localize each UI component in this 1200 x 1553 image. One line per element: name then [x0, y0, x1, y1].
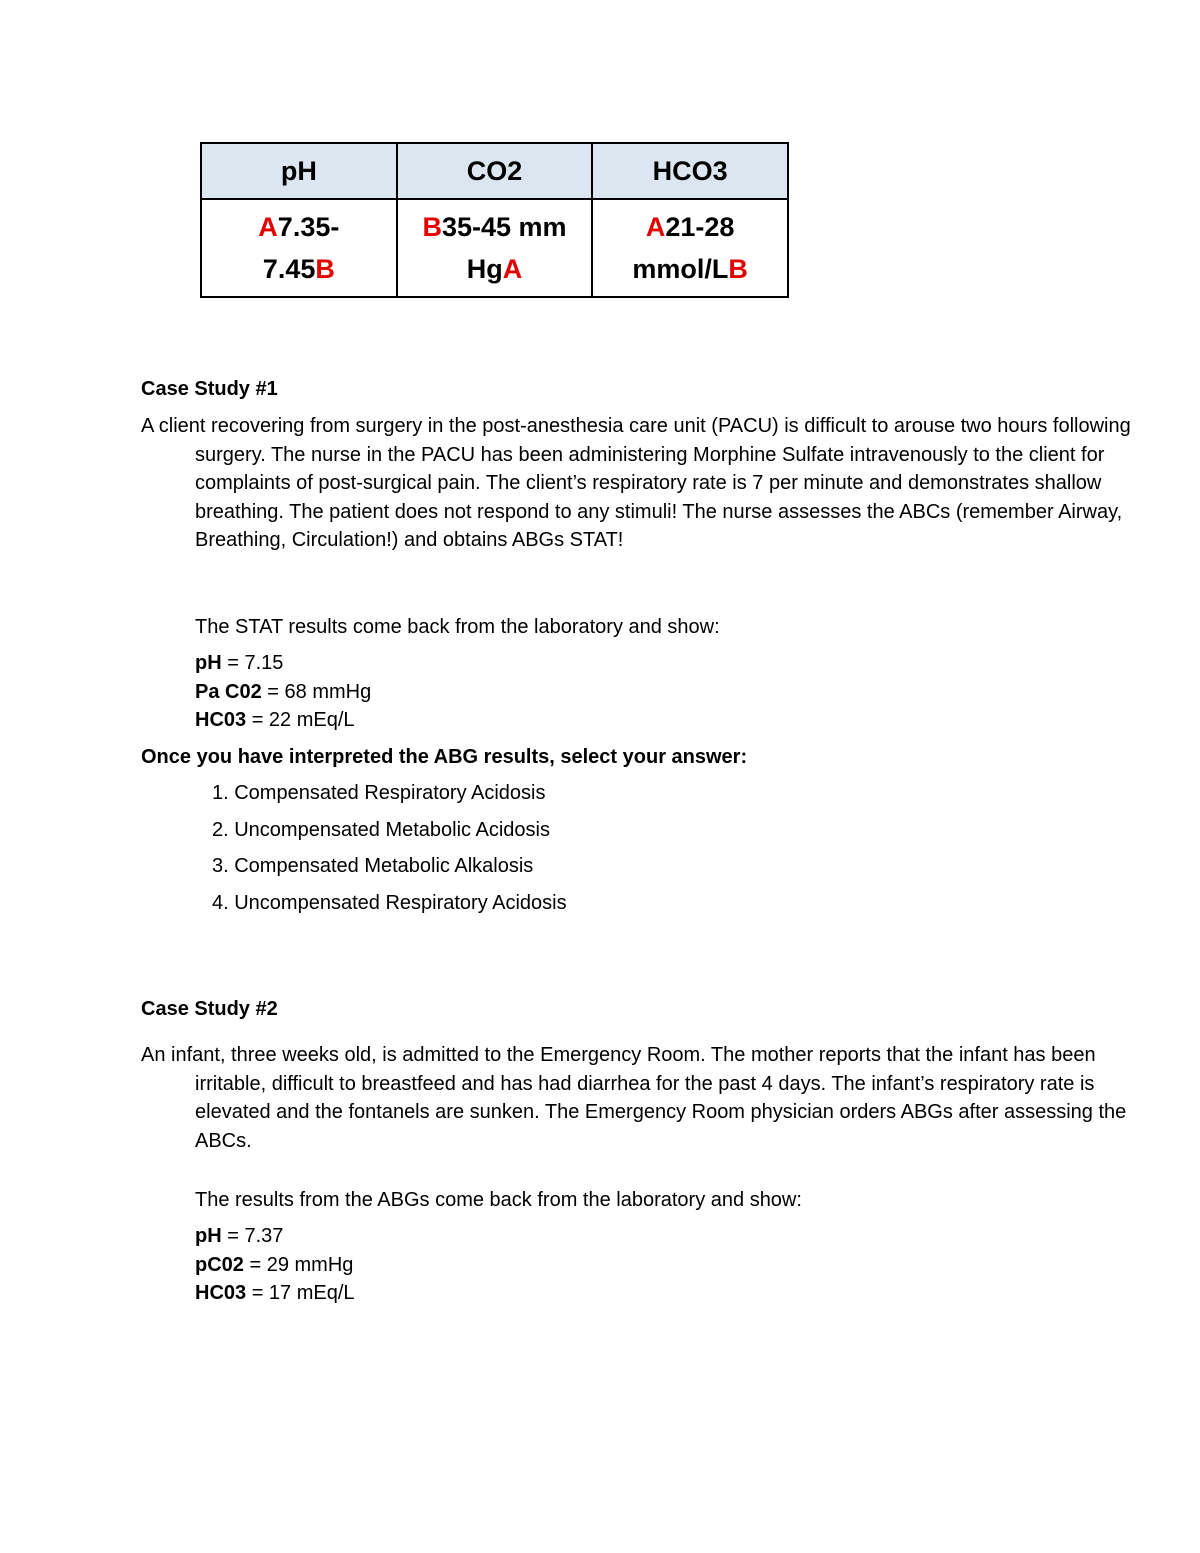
case2-paragraph: An infant, three weeks old, is admitted to the Emergency Room. The mother reports that the infant has been irritable, difficult to breastfeed and has had diarrhea for the past 4 days. The infant’s respiratory rate is elevated and the fontanels are sunken. The Emergency Room physician orders ABGs after assessing the ABCs. [141, 1044, 1127, 1152]
case1-title: Case Study #1 [141, 378, 278, 400]
case1-result-hco3: HC03 = 22 mEq/L [195, 709, 355, 731]
answer-option-1[interactable]: 1. Compensated Respiratory Acidosis [212, 782, 546, 804]
case1-result-ph: pH = 7.15 [195, 652, 284, 674]
case1-question: Once you have interpreted the ABG results, select your answer: [141, 746, 748, 768]
case2-results-intro: The results from the ABGs come back from the laboratory and show: [195, 1189, 802, 1211]
answer-option-3[interactable]: 3. Compensated Metabolic Alkalosis [212, 855, 534, 877]
cell-hco3-range: A21-28 mmol/LB [592, 199, 788, 297]
case2-results [195, 1222, 355, 1308]
header-co2: CO2 [397, 143, 593, 199]
case1-paragraph: A client recovering from surgery in the post-anesthesia care unit (PACU) is difficult to arouse two hours following surgery. The nurse in the PACU has been administering Morphine Sulfate intravenously to the client for complaints of post-surgical pain. The client’s respiratory rate is 7 per minute and demonstrates shallow breathing. The patient does not respond to any stimuli! The nurse assesses the ABCs (remember Airway, Breathing, Circulation!) and obtains ABGs STAT! [141, 415, 1131, 552]
case1-answer-options [212, 775, 567, 921]
header-ph: pH [201, 143, 397, 199]
cell-ph-range: A7.35- 7.45B [201, 199, 397, 297]
case2-title: Case Study #2 [141, 998, 278, 1020]
case2-result-ph: pH = 7.37 [195, 1225, 284, 1247]
case1-results [195, 649, 371, 735]
abg-reference-table [200, 142, 789, 298]
cell-co2-range: B35-45 mm HgA [397, 199, 593, 297]
answer-option-2[interactable]: 2. Uncompensated Metabolic Acidosis [212, 818, 550, 841]
case2-result-pco2: pC02 = 29 mmHg [195, 1253, 354, 1276]
case2-result-hco3: HC03 = 17 mEq/L [195, 1282, 355, 1304]
case1-result-paco2: Pa C02 = 68 mmHg [195, 680, 372, 703]
answer-option-4[interactable]: 4. Uncompensated Respiratory Acidosis [212, 891, 567, 914]
header-hco3: HCO3 [592, 143, 788, 199]
case1-results-intro: The STAT results come back from the laboratory and show: [195, 616, 720, 638]
